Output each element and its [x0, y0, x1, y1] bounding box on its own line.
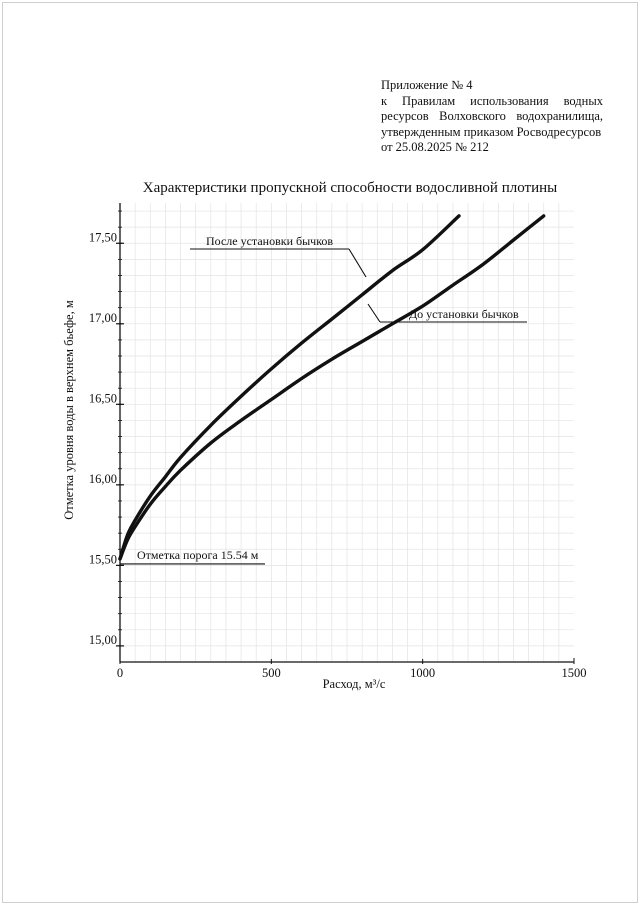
y-axis-label: Отметка уровня воды в верхнем бьефе, м — [62, 300, 76, 520]
chart-title: Характеристики пропускной способности водосливной плотины — [142, 180, 558, 196]
y-tick-label: 15,50 — [88, 552, 117, 567]
x-tick-label: 0 — [116, 666, 124, 680]
label-after-piers: После установки бычков — [206, 234, 334, 248]
y-tick-label: 17,00 — [88, 310, 117, 325]
appendix-order-line: утвержденным приказом Росводресурсов — [381, 124, 602, 139]
label-threshold: Отметка порога 15.54 м — [137, 547, 259, 562]
chart-annotations — [120, 234, 527, 564]
appendix-date-line: от 25.08.2025 № 212 — [381, 140, 489, 154]
appendix-rules-line: к Правилам использования водных — [381, 93, 603, 108]
x-tick-label: 1000 — [410, 666, 436, 680]
appendix-reservoir-line: ресурсов Волховского водохранилища, — [381, 109, 603, 123]
x-tick-label: 500 — [261, 666, 281, 680]
x-axis-label: Расход, м³/с — [322, 677, 386, 691]
label-before-piers: До установки бычков — [409, 307, 519, 321]
y-tick-label: 16,50 — [88, 391, 117, 406]
leader-line-before — [368, 304, 380, 322]
chart-axes — [62, 203, 587, 691]
y-tick-label: 15,00 — [88, 632, 117, 647]
y-tick-label: 17,50 — [88, 230, 117, 245]
appendix-number: Приложение № 4 — [381, 78, 473, 92]
chart-grid — [120, 203, 574, 662]
leader-line-after — [349, 249, 366, 277]
y-tick-label: 16,00 — [88, 471, 117, 486]
x-tick-label: 1500 — [561, 666, 587, 680]
